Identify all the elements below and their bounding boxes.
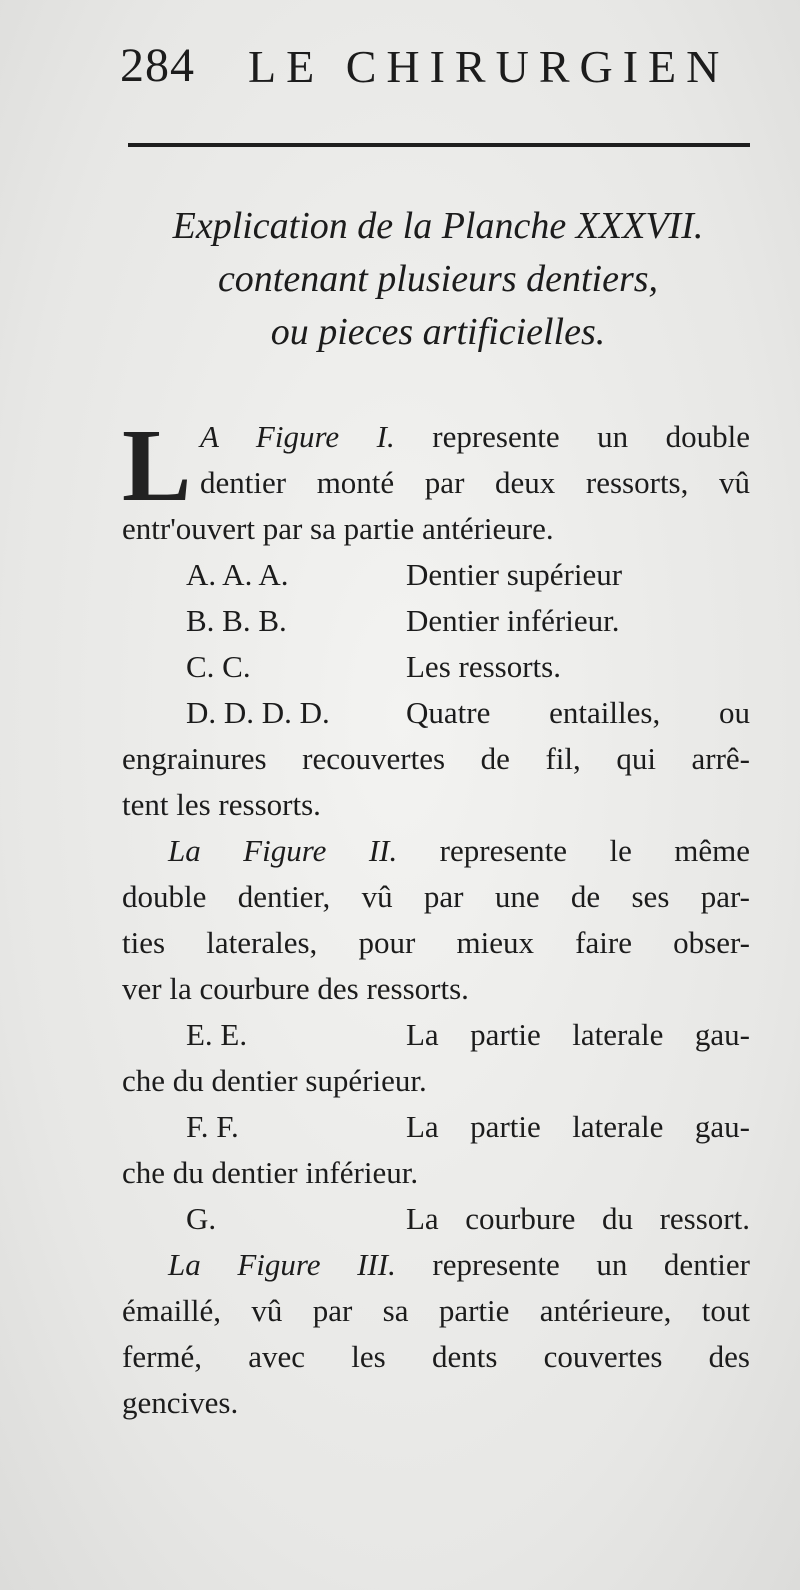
legend-entry-a: [122, 552, 750, 598]
figure-3-label: La Figure III.: [168, 1247, 396, 1282]
legend-entry-c: [122, 644, 750, 690]
para1-line-1: [122, 414, 750, 460]
legend-desc: Quatre entailles, ou: [406, 695, 750, 730]
legend-desc: La courbure du ressort.: [406, 1201, 750, 1236]
page-number: 284: [120, 39, 195, 92]
legend-letters: E. E.: [186, 1017, 248, 1052]
legend-f-continued: che du dentier inférieur.: [122, 1155, 419, 1190]
para2-line-2: double dentier, vû par une de ses par-: [122, 879, 750, 914]
legend-desc: Les ressorts.: [406, 649, 561, 684]
legend-letters: A. A. A.: [186, 557, 289, 592]
page-header: [120, 28, 750, 98]
legend-letters: B. B. B.: [186, 603, 287, 638]
drop-cap: L: [122, 408, 192, 523]
legend-e-continued: che du dentier supérieur.: [122, 1063, 427, 1098]
legend-letters: F. F.: [186, 1109, 239, 1144]
para2-line-1-text: represente le même: [439, 833, 751, 868]
legend-d-continued-1: engrainures recouvertes de fil, qui arrê-: [122, 741, 750, 776]
para2-line-1: [122, 828, 750, 874]
figure-2-label: La Figure II.: [168, 833, 398, 868]
legend-desc: Dentier inférieur.: [406, 603, 620, 638]
para3-line-2: émaillé, vû par sa partie antérieure, tout: [122, 1293, 750, 1328]
legend-letters: G.: [186, 1201, 217, 1236]
legend-desc: Dentier supérieur: [406, 557, 623, 592]
legend-entry-g: [122, 1196, 750, 1242]
title-line-3: ou pieces artificielles.: [270, 311, 606, 353]
para1-line-2: dentier monté par deux ressorts, vû: [200, 465, 750, 500]
legend-entry-f: [122, 1104, 750, 1150]
paragraph-figure-1: [122, 408, 751, 552]
title-line-2: contenant plusieurs dentiers,: [217, 258, 659, 300]
legend-entry-e: [122, 1012, 750, 1058]
para3-line-1-text: represente un dentier: [432, 1247, 750, 1282]
para3-line-3: fermé, avec les dents couvertes des: [122, 1339, 750, 1374]
section-title: [118, 200, 758, 359]
para1-line-1-text: represente un double: [432, 419, 751, 454]
legend-letters: C. C.: [186, 649, 251, 684]
para3-line-4: gencives.: [122, 1385, 239, 1420]
legend-entry-b: [122, 598, 750, 644]
para2-line-4: ver la courbure des ressorts.: [122, 971, 469, 1006]
body-text: [122, 408, 751, 1426]
legend-d-continued-2: tent les ressorts.: [122, 787, 321, 822]
legend-letters: D. D. D. D.: [186, 695, 330, 730]
para1-line-3: entr'ouvert par sa partie antérieure.: [122, 511, 554, 546]
para2-line-3: ties laterales, pour mieux faire obser-: [122, 925, 750, 960]
running-head: LE CHIRURGIEN: [248, 41, 730, 92]
legend-desc: La partie laterale gau-: [406, 1109, 750, 1144]
header-rule: [128, 143, 750, 147]
legend-desc: La partie laterale gau-: [406, 1017, 750, 1052]
title-line-1: Explication de la Planche XXXVII.: [172, 205, 704, 247]
legend-entry-d: [122, 690, 750, 736]
para3-line-1: [122, 1242, 750, 1288]
figure-1-label: A Figure I.: [200, 419, 395, 454]
